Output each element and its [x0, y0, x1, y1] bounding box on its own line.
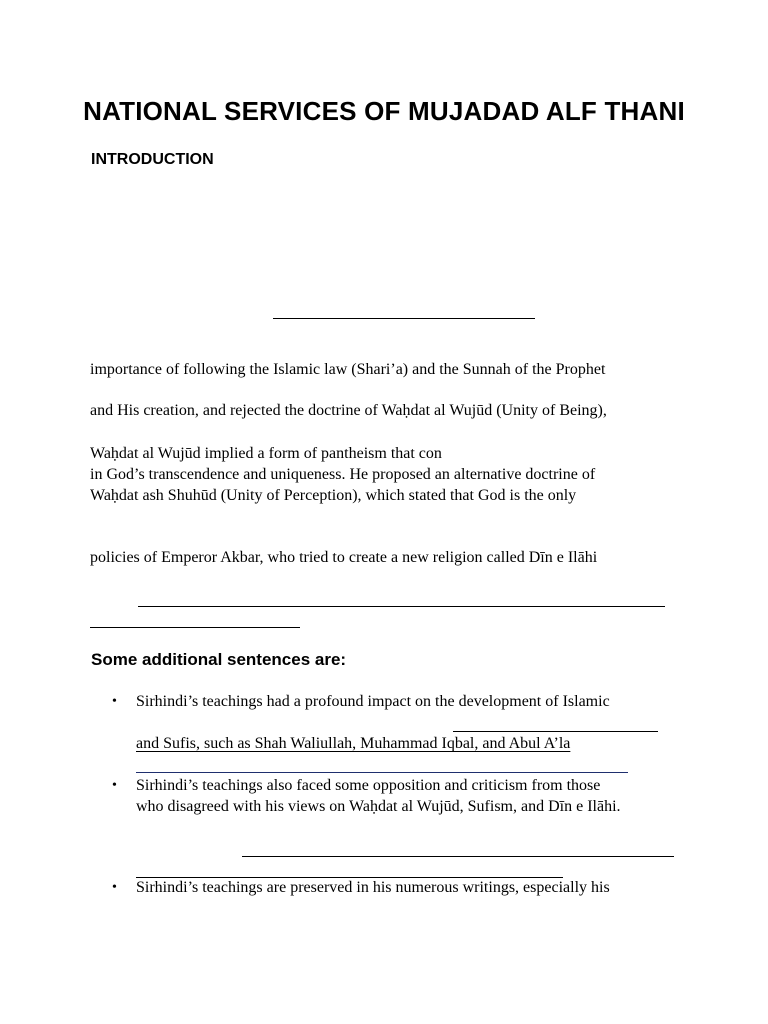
bullet-marker: • — [112, 778, 117, 793]
additional-sentences-heading: Some additional sentences are: — [91, 650, 347, 669]
paragraph-line: policies of Emperor Akbar, who tried to create a new religion called Dīn e Ilāhi — [90, 549, 598, 566]
bullet-line: Sirhindi’s teachings are preserved in his numerous writings, especially his — [136, 879, 610, 896]
divider-line — [90, 627, 300, 628]
bullet-line: Sirhindi’s teachings also faced some opposition and criticism from those — [136, 777, 601, 794]
bullet-line: and Sufis, such as Shah Waliullah, Muhammad Iqbal, and Abul A’la — [136, 735, 571, 752]
paragraph-line: Waḥdat al Wujūd implied a form of pantheism that con — [90, 445, 442, 462]
introduction-heading: INTRODUCTION — [91, 151, 214, 168]
divider-line — [138, 606, 665, 607]
page-title: NATIONAL SERVICES OF MUJADAD ALF THANI — [83, 96, 685, 126]
paragraph-line: in God’s transcendence and uniqueness. He proposed an alternative doctrine of — [90, 466, 596, 483]
paragraph-line: Waḥdat ash Shuhūd (Unity of Perception), which stated that God is the only — [90, 487, 577, 504]
divider-line — [453, 731, 658, 732]
paragraph-line: and His creation, and rejected the doctrine of Waḥdat al Wujūd (Unity of Being), — [90, 402, 607, 419]
bullet-line: Sirhindi’s teachings had a profound impact on the development of Islamic — [136, 693, 610, 710]
bullet-marker: • — [112, 880, 117, 895]
bullet-line: who disagreed with his views on Waḥdat al Wujūd, Sufism, and Dīn e Ilāhi. — [136, 798, 621, 815]
divider-line — [273, 318, 535, 319]
divider-line — [242, 856, 674, 857]
paragraph-line: importance of following the Islamic law (Shari’a) and the Sunnah of the Prophet — [90, 361, 606, 378]
bullet-marker: • — [112, 694, 117, 709]
divider-line — [136, 772, 628, 773]
